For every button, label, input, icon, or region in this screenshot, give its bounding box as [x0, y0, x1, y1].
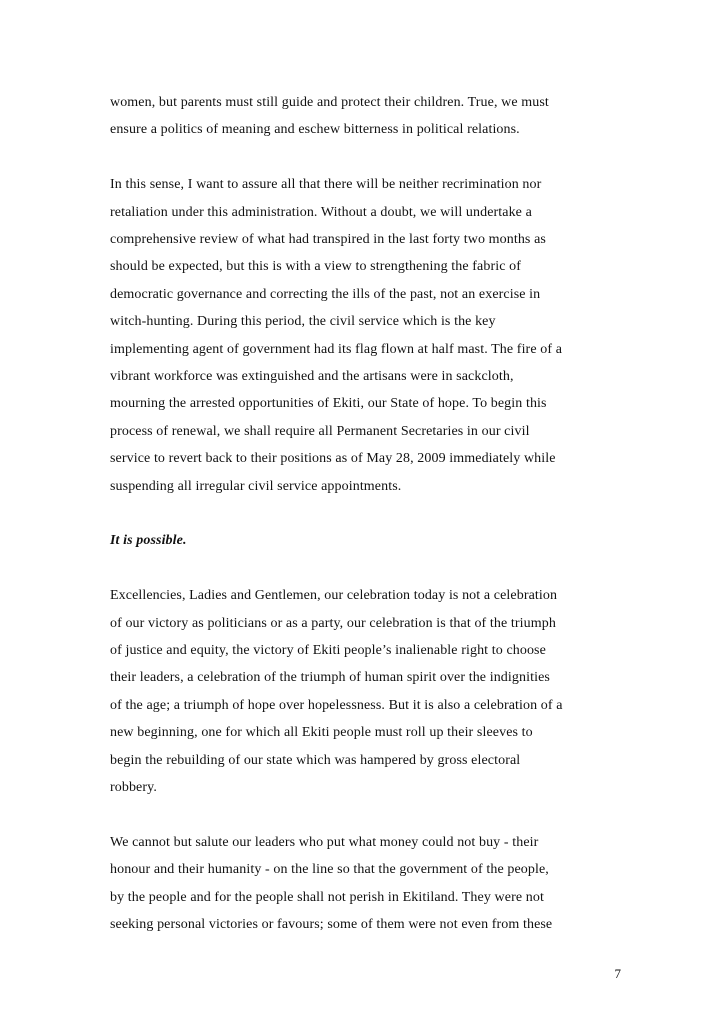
text-line: We cannot but salute our leaders who put what money could not buy - their	[110, 834, 539, 850]
text-line: of the age; a triumph of hope over hopelessness. But it is also a celebration of a	[110, 697, 563, 713]
text-line: mourning the arrested opportunities of Ekiti, our State of hope. To begin this	[110, 396, 547, 412]
text-line: of justice and equity, the victory of Ekiti people’s inalienable right to choose	[110, 643, 546, 659]
text-line: In this sense, I want to assure all that there will be neither recrimination nor	[110, 177, 542, 193]
text-line: retaliation under this administration. Without a doubt, we will undertake a	[110, 204, 532, 220]
text-line: by the people and for the people shall not perish in Ekitiland. They were not	[110, 889, 544, 905]
text-line: comprehensive review of what had transpired in the last forty two months as	[110, 232, 546, 248]
text-line: witch-hunting. During this period, the civil service which is the key	[110, 314, 496, 330]
text-line: seeking personal victories or favours; some of them were not even from these	[110, 917, 553, 933]
text-line: begin the rebuilding of our state which was hampered by gross electoral	[110, 752, 521, 768]
text-line: women, but parents must still guide and protect their children. True, we must	[110, 95, 549, 110]
paragraph-4	[110, 829, 630, 939]
text-line: of our victory as politicians or as a party, our celebration is that of the triumph	[110, 615, 556, 631]
text-line: robbery.	[110, 780, 157, 796]
text-line: new beginning, one for which all Ekiti people must roll up their sleeves to	[110, 725, 533, 741]
text-line: ensure a politics of meaning and eschew bitterness in political relations.	[110, 122, 520, 138]
body-text	[110, 89, 630, 966]
text-line: service to revert back to their positions as of May 28, 2009 immediately while	[110, 451, 556, 467]
text-line: It is possible.	[110, 533, 187, 549]
text-line: suspending all irregular civil service appointments.	[110, 478, 402, 494]
text-line: Excellencies, Ladies and Gentlemen, our celebration today is not a celebration	[110, 588, 558, 604]
text-line: vibrant workforce was extinguished and the artisans were in sackcloth,	[110, 369, 514, 385]
page-number: 7	[614, 966, 621, 981]
paragraph-2	[110, 171, 630, 500]
text-line: their leaders, a celebration of the triumph of human spirit over the indignities	[110, 670, 550, 686]
text-line: democratic governance and correcting the ills of the past, not an exercise in	[110, 286, 541, 302]
text-line: honour and their humanity - on the line so that the government of the people,	[110, 862, 549, 878]
text-line: process of renewal, we shall require all Permanent Secretaries in our civil	[110, 423, 530, 439]
italic-heading	[110, 527, 630, 554]
text-line: implementing agent of government had its flag flown at half mast. The fire of a	[110, 341, 563, 357]
text-line: should be expected, but this is with a view to strengthening the fabric of	[110, 259, 521, 275]
paragraph-1	[110, 89, 630, 144]
paragraph-3	[110, 582, 630, 801]
